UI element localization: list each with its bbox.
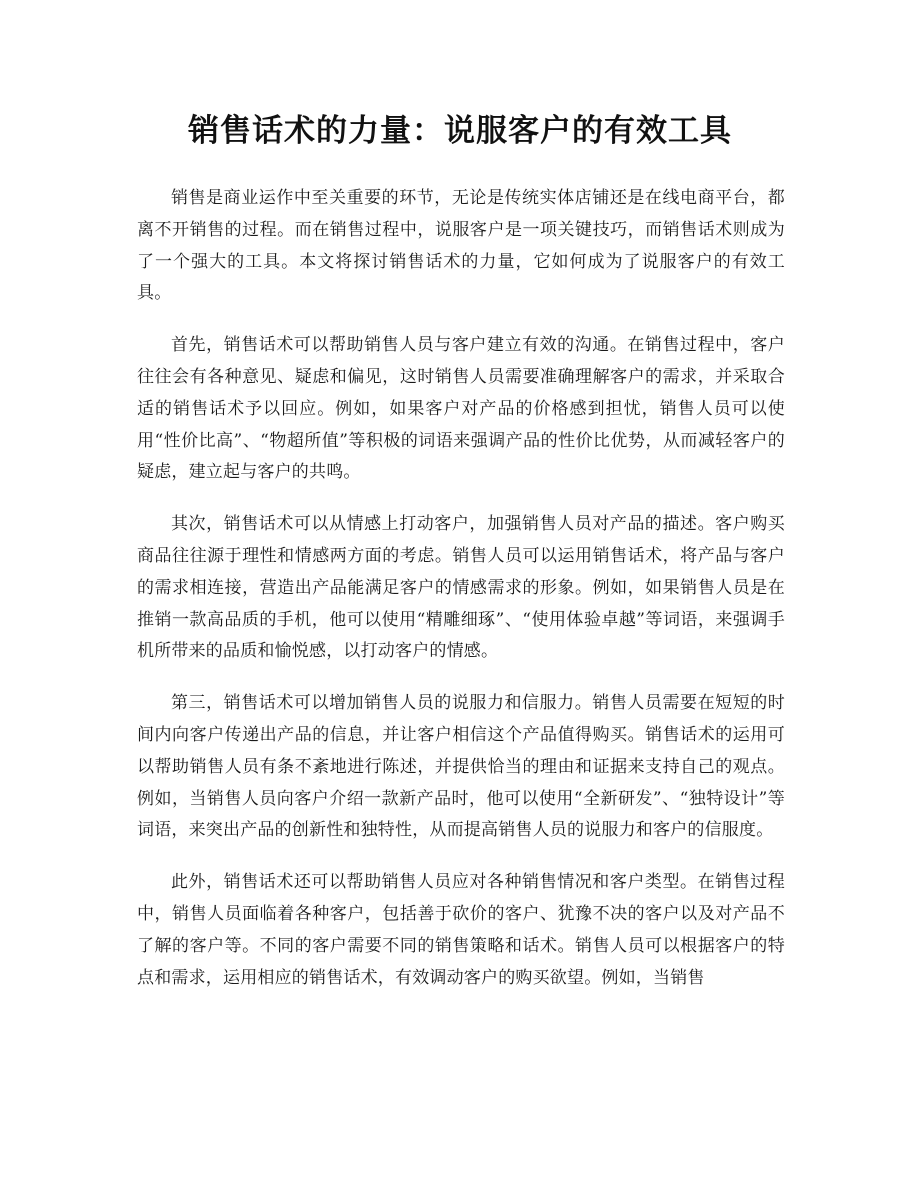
paragraph-customer-types: 此外，销售话术还可以帮助销售人员应对各种销售情况和客户类型。在销售过程中，销售人员面临着各种客户，包括善于砍价的客户、犹豫不决的客户以及对产品不了解的客户等。不同的客户需要不同的销售策略和话术。销售人员可以根据客户的特点和需求，运用相应的销售话术，有效调动客户的购买欲望。例如，当销售 xyxy=(137,872,785,988)
paragraph-communication: 首先，销售话术可以帮助销售人员与客户建立有效的沟通。在销售过程中，客户往往会有各种意见、疑虑和偏见，这时销售人员需要准确理解客户的需求，并采取合适的销售话术予以回应。例如，如果客户对产品的价格感到担忧，销售人员可以使用“性价比高”、“物超所值”等积极的词语来强调产品的性价比优势，从而减轻客户的疑虑，建立起与客户的共鸣。 xyxy=(137,335,785,483)
document-body xyxy=(137,183,785,1014)
paragraph-persuasion: 第三，销售话术可以增加销售人员的说服力和信服力。销售人员需要在短短的时间内向客户传递出产品的信息，并让客户相信这个产品值得购买。销售话术的运用可以帮助销售人员有条不紊地进行陈述，并提供恰当的理由和证据来支持自己的观点。例如，当销售人员向客户介绍一款新产品时，他可以使用“全新研发”、“独特设计”等词语，来突出产品的创新性和独特性，从而提高销售人员的说服力和客户的信服度。 xyxy=(137,693,785,841)
paragraph-emotion: 其次，销售话术可以从情感上打动客户，加强销售人员对产品的描述。客户购买商品往往源于理性和情感两方面的考虑。销售人员可以运用销售话术，将产品与客户的需求相连接，营造出产品能满足客户的情感需求的形象。例如，如果销售人员是在推销一款高品质的手机，他可以使用“精雕细琢”、“使用体验卓越”等词语，来强调手机所带来的品质和愉悦感，以打动客户的情感。 xyxy=(137,514,785,662)
paragraph-intro: 销售是商业运作中至关重要的环节，无论是传统实体店铺还是在线电商平台，都离不开销售的过程。而在销售过程中，说服客户是一项关键技巧，而销售话术则成为了一个强大的工具。本文将探讨销售话术的力量，它如何成为了说服客户的有效工具。 xyxy=(137,188,785,304)
document-title: 销售话术的力量：说服客户的有效工具 xyxy=(188,113,732,149)
